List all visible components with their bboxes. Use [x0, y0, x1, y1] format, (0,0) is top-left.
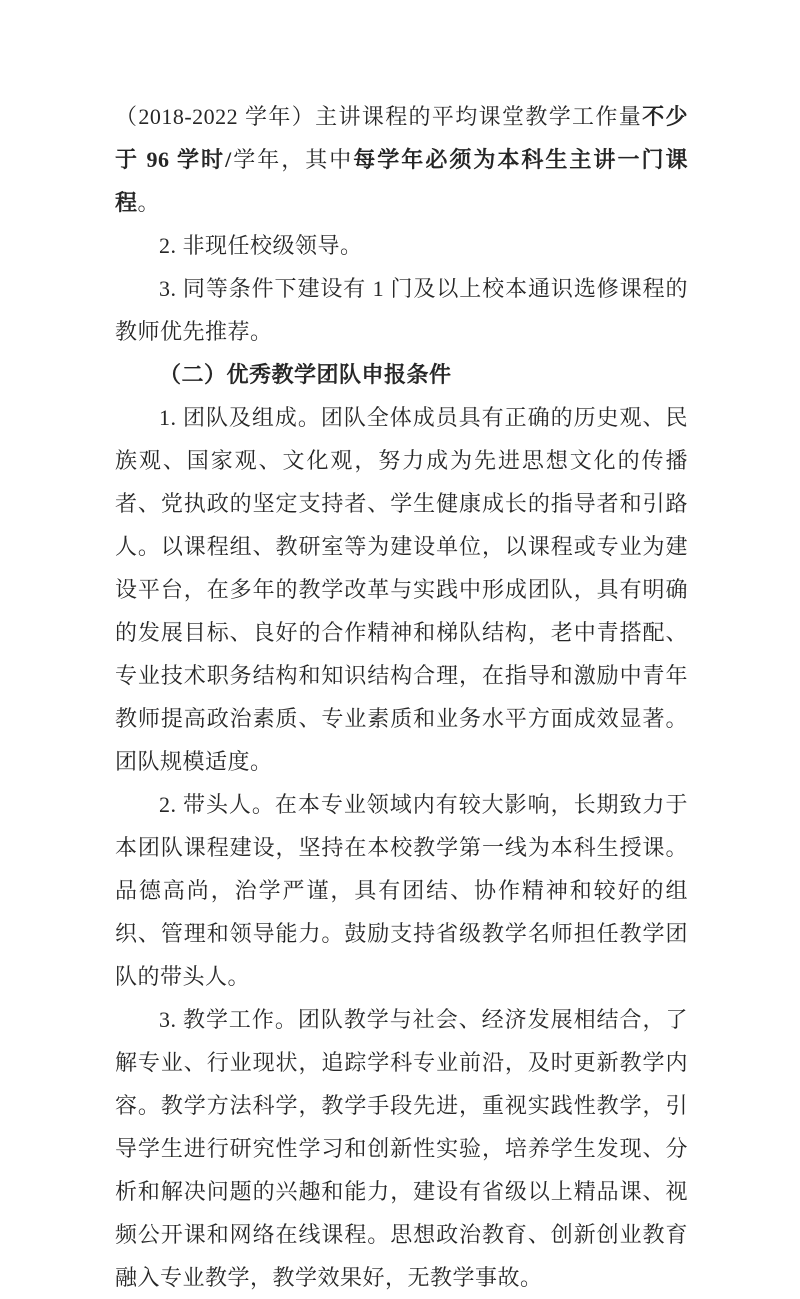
para-teaching-work-seg-0: 3. 教学工作。团队教学与社会、经济发展相结合，了解专业、行业现状，追踪学科专业前沿，及时更新教学内容。教学方法科学，教学手段先进，重视实践性教学，引导学生进行研究性学习和创新性实验，培养学生发现、分析和解决问题的兴趣和能力，建设有省级以上精品课、视频公开课和网络在线课程。思想政治教育、创新创业教育融入专业教学，教学效果好，无教学事故。	[115, 1007, 688, 1290]
para-workload-requirement-seg-0: （2018-2022 学年）主讲课程的平均课堂教学工作量	[115, 104, 643, 129]
text-block	[115, 95, 688, 1299]
para-item-3	[115, 267, 688, 353]
para-workload-requirement-seg-4: 。	[137, 190, 161, 215]
para-workload-requirement-seg-2: 学年，其中	[231, 147, 354, 172]
para-item-2	[115, 224, 688, 267]
para-item-3-seg-0: 3. 同等条件下建设有 1 门及以上校本通识选修课程的教师优先推荐。	[115, 276, 688, 344]
para-team-leader	[115, 783, 688, 998]
para-team-composition	[115, 396, 688, 783]
para-workload-requirement-seg-1: 不少于 96 学时/	[115, 104, 688, 172]
heading-section-two-seg-0: （二）优秀教学团队申报条件	[159, 362, 452, 387]
para-team-composition-seg-0: 1. 团队及组成。团队全体成员具有正确的历史观、民族观、国家观、文化观，努力成为先进思想文化的传播者、党执政的坚定支持者、学生健康成长的指导者和引路人。以课程组、教研室等为建设单位，以课程或专业为建设平台，在多年的教学改革与实践中形成团队，具有明确的发展目标、良好的合作精神和梯队结构，老中青搭配、专业技术职务结构和知识结构合理，在指导和激励中青年教师提高政治素质、专业素质和业务水平方面成效显著。团队规模适度。	[115, 405, 688, 774]
para-workload-requirement-seg-3: 每学年必须为本科生主讲一门课程	[115, 147, 688, 215]
heading-section-two	[115, 353, 688, 396]
para-team-leader-seg-0: 2. 带头人。在本专业领域内有较大影响，长期致力于本团队课程建设，坚持在本校教学第一线为本科生授课。品德高尚，治学严谨，具有团结、协作精神和较好的组织、管理和领导能力。鼓励支持省级教学名师担任教学团队的带头人。	[115, 792, 688, 989]
para-teaching-work	[115, 998, 688, 1299]
para-item-2-seg-0: 2. 非现任校级领导。	[159, 233, 363, 258]
para-workload-requirement	[115, 95, 688, 224]
